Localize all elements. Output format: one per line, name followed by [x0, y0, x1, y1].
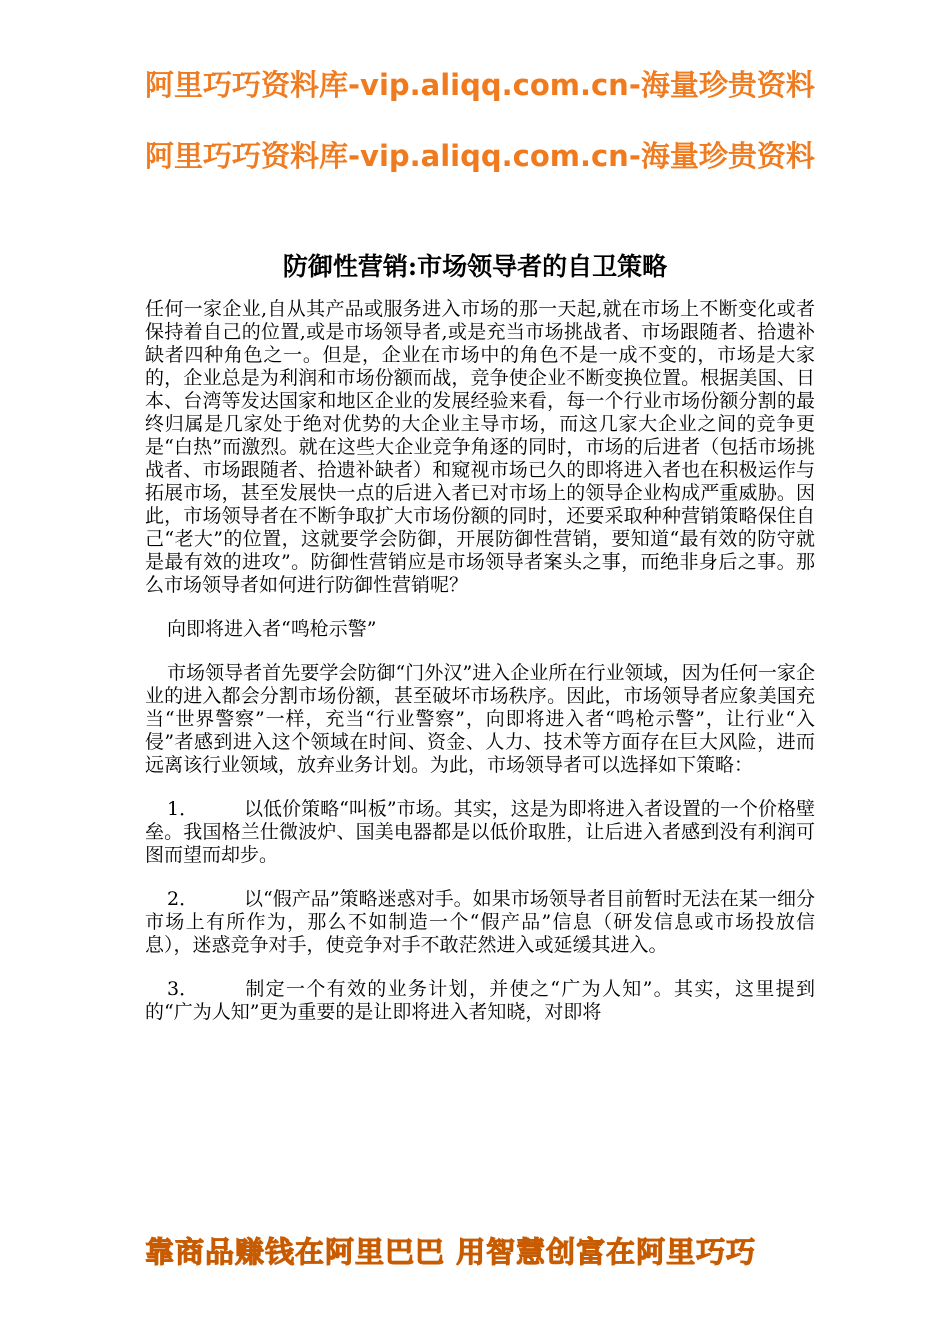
list-item-text: 以“假产品”策略迷惑对手。如果市场领导者目前暂时无法在某一细分市场上有所作为，那么不如制造一个“假产品”信息（研发信息或市场投放信息），迷惑竞争对手，使竞争对手不敢茫然进入或延缓其进入。 [145, 888, 815, 956]
list-item-text: 制定一个有效的业务计划，并使之“广为人知”。其实，这里提到的“广为人知”更为重要的是让即将进入者知晓，对即将 [145, 978, 815, 1023]
list-item-text: 以低价策略“叫板”市场。其实，这是为即将进入者设置的一个价格壁垒。我国格兰仕微波炉、国美电器都是以低价取胜，让后进入者感到没有利润可图而望而却步。 [145, 798, 815, 866]
list-item-number: 1． [167, 798, 199, 820]
document-body [145, 298, 815, 1045]
header-banner-2: 阿里巧巧资料库-vip.aliqq.com.cn-海量珍贵资料 [145, 139, 815, 173]
intro-paragraph: 任何一家企业,自从其产品或服务进入市场的那一天起,就在市场上不断变化或者保持着自己的位置,或是市场领导者,或是充当市场挑战者、市场跟随者、拾遗补缺者四种角色之一。但是，企业在市场中的角色不是一成不变的，市场是大家的，企业总是为利润和市场份额而战，竞争使企业不断变换位置。根据美国、日本、台湾等发达国家和地区企业的发展经验来看，每一个行业市场份额分割的最终归属是几家处于绝对优势的大企业主导市场，而这几家大企业之间的竞争更是“白热”而激烈。就在这些大企业竞争角逐的同时，市场的后进者（包括市场挑战者、市场跟随者、拾遗补缺者）和窥视市场已久的即将进入者也在积极运作与拓展市场，甚至发展快一点的后进入者已对市场上的领导企业构成严重威胁。因此，市场领导者在不断争取扩大市场份额的同时，还要采取种种营销策略保住自己“老大”的位置，这就要学会防御，开展防御性营销，要知道“最有效的防守就是最有效的进攻”。防御性营销应是市场领导者案头之事，而绝非身后之事。那么市场领导者如何进行防御性营销呢？ [145, 298, 815, 596]
document-title: 防御性营销:市场领导者的自卫策略 [282, 252, 668, 281]
list-item-number: 3． [167, 978, 199, 1000]
section-heading: 向即将进入者“鸣枪示警” [167, 618, 377, 640]
list-item [145, 888, 815, 957]
list-item [145, 978, 815, 1024]
list-item [145, 798, 815, 867]
header-banner-1: 阿里巧巧资料库-vip.aliqq.com.cn-海量珍贵资料 [145, 68, 815, 102]
section-paragraph: 市场领导者首先要学会防御“门外汉”进入企业所在行业领域，因为任何一家企业的进入都会分割市场份额，甚至破坏市场秩序。因此，市场领导者应象美国充当“世界警察”一样，充当“行业警察”，向即将进入者“鸣枪示警”，让行业“入侵”者感到进入这个领域在时间、资金、人力、技术等方面存在巨大风险，进而远离该行业领域，放弃业务计划。为此，市场领导者可以选择如下策略： [145, 662, 815, 776]
footer-banner: 靠商品赚钱在阿里巴巴 用智慧创富在阿里巧巧 [145, 1235, 757, 1269]
list-item-number: 2． [167, 888, 199, 910]
